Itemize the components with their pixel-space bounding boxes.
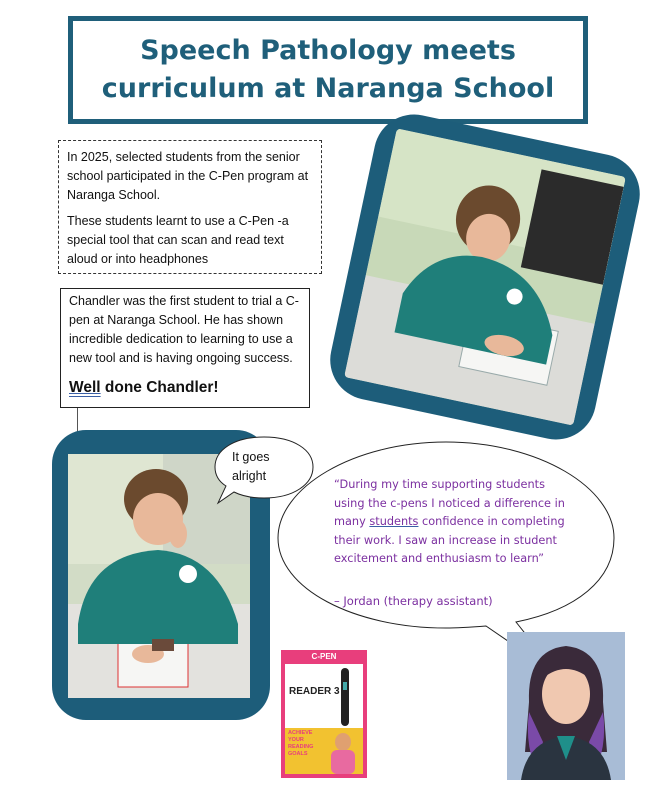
well-done-heading [69, 378, 301, 397]
title-line-1: Speech Pathology meets [140, 35, 516, 66]
well-done-rest: done Chandler! [100, 379, 219, 396]
photo-frame-student-working [323, 107, 647, 447]
cpen-tagline: ACHIEVE YOUR READING GOALS [288, 730, 314, 757]
cpen-child-image [325, 732, 361, 774]
speech-bubble-small-text: It goes alright [232, 450, 270, 483]
well-done-word: Well [69, 379, 101, 396]
quote-underlined-word: students [369, 515, 419, 529]
intro-paragraph-1: In 2025, selected students from the senior school participated in the C-Pen program at Naranga School. [67, 150, 309, 202]
page-title [102, 32, 554, 108]
chandler-paragraph: Chandler was the first student to trial a C-pen at Naranga School. He has shown incredible dedication to learning to use a new tool and is having ongoing success. [69, 294, 299, 365]
jordan-portrait-photo [507, 632, 625, 780]
intro-text-box [58, 140, 322, 274]
quote-attribution: – Jordan (therapy assistant) [334, 594, 493, 608]
cpen-device-icon [339, 668, 351, 726]
quote-part-1: “During my time supporting students using the c-pens I noticed a difference in many [334, 478, 565, 529]
cpen-logo: C-PEN [311, 652, 337, 661]
chandler-text-box [60, 288, 310, 408]
therapy-assistant-quote [334, 476, 574, 569]
cpen-reader-box-image [281, 650, 367, 778]
quote-part-2: confidence in completing their work. I saw an increase in student excitement and enthusiasm to learn” [334, 515, 565, 566]
title-box [68, 16, 588, 124]
student-working-photo [344, 128, 626, 425]
title-line-2: curriculum at Naranga School [101, 73, 555, 104]
cpen-product-name: READER 3 [289, 686, 340, 697]
intro-paragraph-2: These students learnt to use a C-Pen -a special tool that can scan and read text aloud or into headphones [67, 214, 289, 266]
